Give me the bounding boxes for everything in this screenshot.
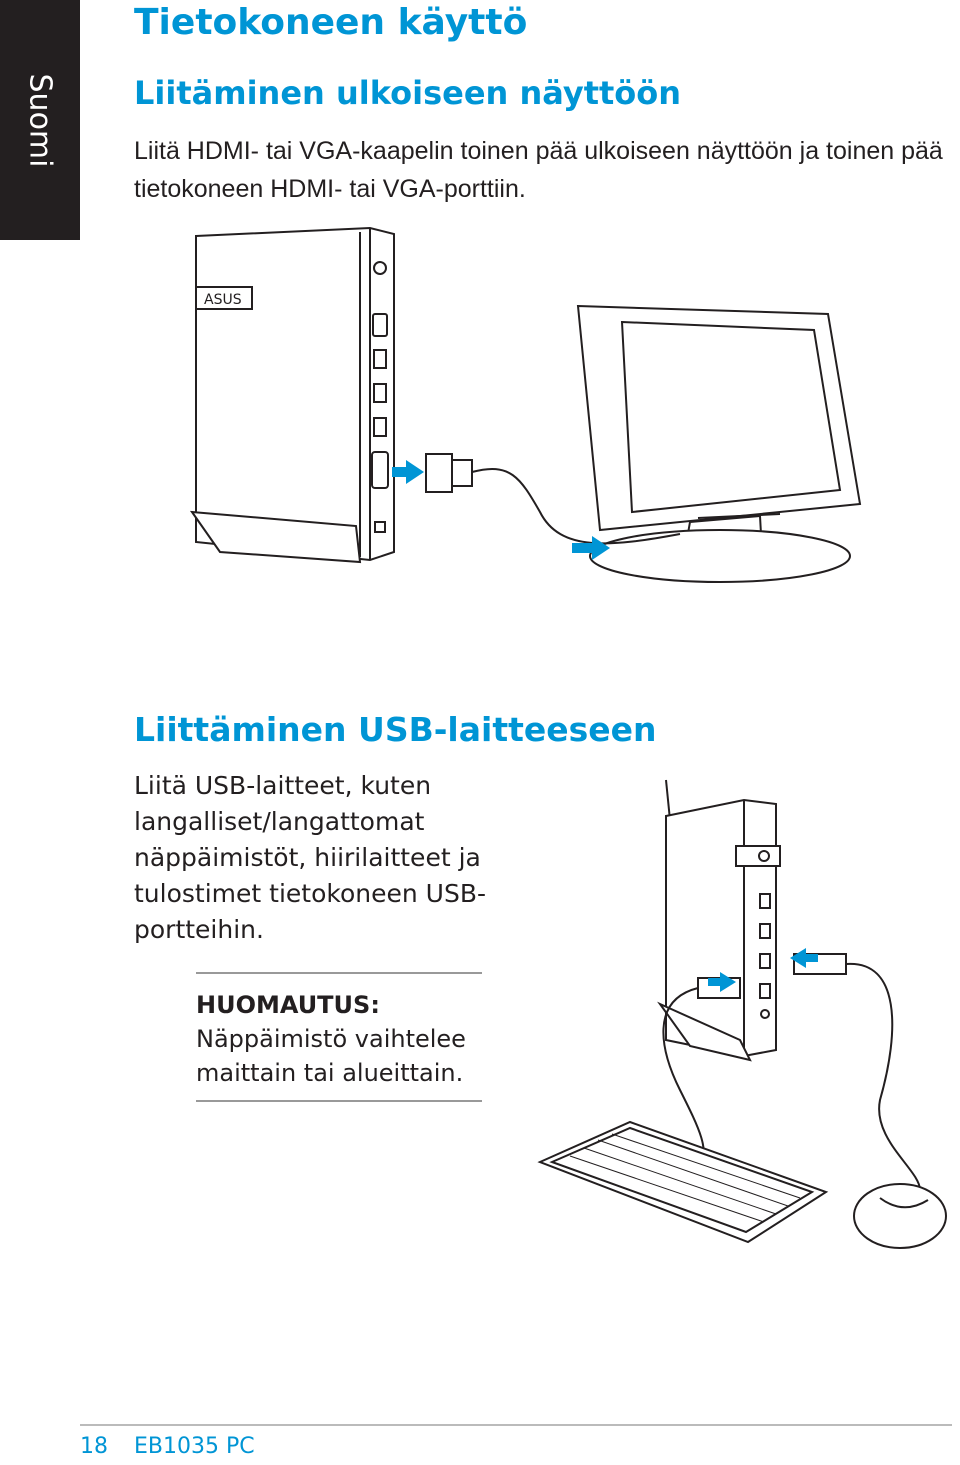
language-tab: [0, 0, 80, 240]
page-number: 18: [80, 1434, 108, 1459]
page-title: Tietokoneen käyttö: [134, 2, 528, 43]
section-usb-text: Liitä USB-laitteet, kuten langalliset/langattomat näppäimistöt, hiirilaitteet ja tulostimet tietokoneen USB-portteihin.: [134, 771, 486, 944]
arrow-to-pc: [392, 460, 424, 484]
section-usb-title: Liittäminen USB-laitteeseen: [134, 710, 657, 749]
language-tab-label: Suomi: [22, 73, 58, 167]
product-name: EB1035 PC: [134, 1434, 255, 1459]
footer-divider: [80, 1424, 952, 1426]
section-display-text: Liitä HDMI- tai VGA-kaapelin toinen pää ulkoiseen näyttöön ja toinen pää tietokoneen HDMI- tai VGA-porttiin.: [134, 137, 943, 203]
note-text: Näppäimistö vaihtelee maittain tai alueittain.: [196, 1025, 466, 1087]
display-connection-illustration: [180, 222, 880, 592]
usb-connection-illustration: [500, 770, 955, 1330]
note-title: HUOMAUTUS:: [196, 991, 380, 1019]
section-display-title: Liitäminen ulkoiseen näyttöön: [134, 74, 682, 112]
note-box: [196, 972, 482, 1102]
asus-logo-text: ASUS: [204, 292, 242, 308]
